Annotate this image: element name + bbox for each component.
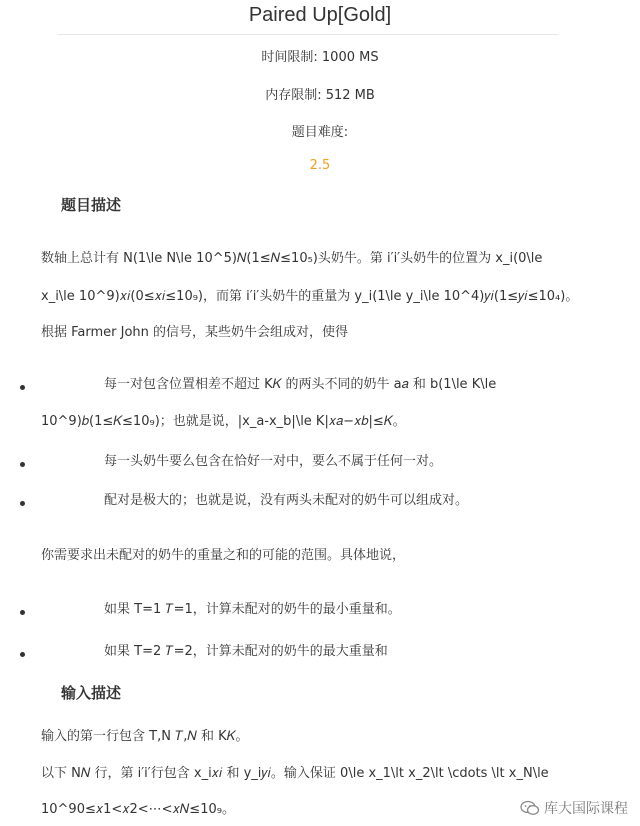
bullet-dot <box>20 610 25 615</box>
input-line-1: 输入的第一行包含 T,N 𝑇,𝑁 和 K𝐾。 <box>41 729 249 744</box>
description-line-2: x_i\le 10^9)𝑥𝑖(0≤𝑥𝑖≤10₉)，而第 i′i′头奶牛的重量为 y_i(1\le y_i\le 10^4)𝑦𝑖(1≤𝑦𝑖≤10₄)。 <box>41 289 579 304</box>
description-heading: 题目描述 <box>61 196 122 214</box>
description-line-3: 根据 Farmer John 的信号，某些奶牛会组成对，使得 <box>41 325 349 340</box>
difficulty-value: 2.5 <box>309 158 331 173</box>
bullet-dot <box>20 385 25 390</box>
input-line-2: 以下 N𝑁 行，第 i′i′行包含 x_i𝑥𝑖 和 y_i𝑦𝑖。输入保证 0\le x_1\lt x_2\lt \cdots \lt x_N\le <box>41 766 549 781</box>
page-title: Paired Up[Gold] <box>248 4 392 26</box>
input-heading: 输入描述 <box>61 684 122 702</box>
bullet-dot <box>20 652 25 657</box>
description-line-1: 数轴上总计有 N(1\le N\le 10^5)𝑁(1≤𝑁≤10₅)头奶牛。第 i′i′头奶牛的位置为 x_i(0\le <box>41 251 543 266</box>
bullet-t2: 如果 T=2 𝑇=2，计算未配对的奶牛的最大重量和 <box>104 644 388 659</box>
bullet-maximal: 配对是极大的；也就是说，没有两头未配对的奶牛可以组成对。 <box>104 493 469 508</box>
input-line-3: 10^90≤𝑥1<𝑥2<⋯<𝑥𝑁≤10₉。 <box>41 802 235 817</box>
time-limit: 时间限制: 1000 MS <box>261 50 379 65</box>
bullet-pair-line-1: 每一对包含位置相差不超过 K𝐾 的两头不同的奶牛 a𝑎 和 b(1\le K\le <box>104 377 497 392</box>
range-text: 你需要求出未配对的奶牛的重量之和的可能的范围。具体地说， <box>41 548 406 563</box>
bullet-dot <box>20 462 25 467</box>
bullet-dot <box>20 501 25 506</box>
bullet-each-cow: 每一头奶牛要么包含在恰好一对中，要么不属于任何一对。 <box>104 454 443 469</box>
difficulty-label: 题目难度: <box>291 125 349 140</box>
title-divider <box>58 34 558 35</box>
memory-limit: 内存限制: 512 MB <box>265 88 375 103</box>
watermark <box>520 798 628 818</box>
watermark-text: 库大国际课程 <box>544 801 628 817</box>
bullet-pair-line-2: 10^9)𝑏(1≤𝐾≤10₉)；也就是说，|x_a-x_b|\le K|𝑥𝑎−𝑥𝑏|≤𝐾。 <box>41 414 406 429</box>
wechat-icon <box>520 800 540 816</box>
bullet-t1: 如果 T=1 𝑇=1，计算未配对的奶牛的最小重量和。 <box>104 602 401 617</box>
